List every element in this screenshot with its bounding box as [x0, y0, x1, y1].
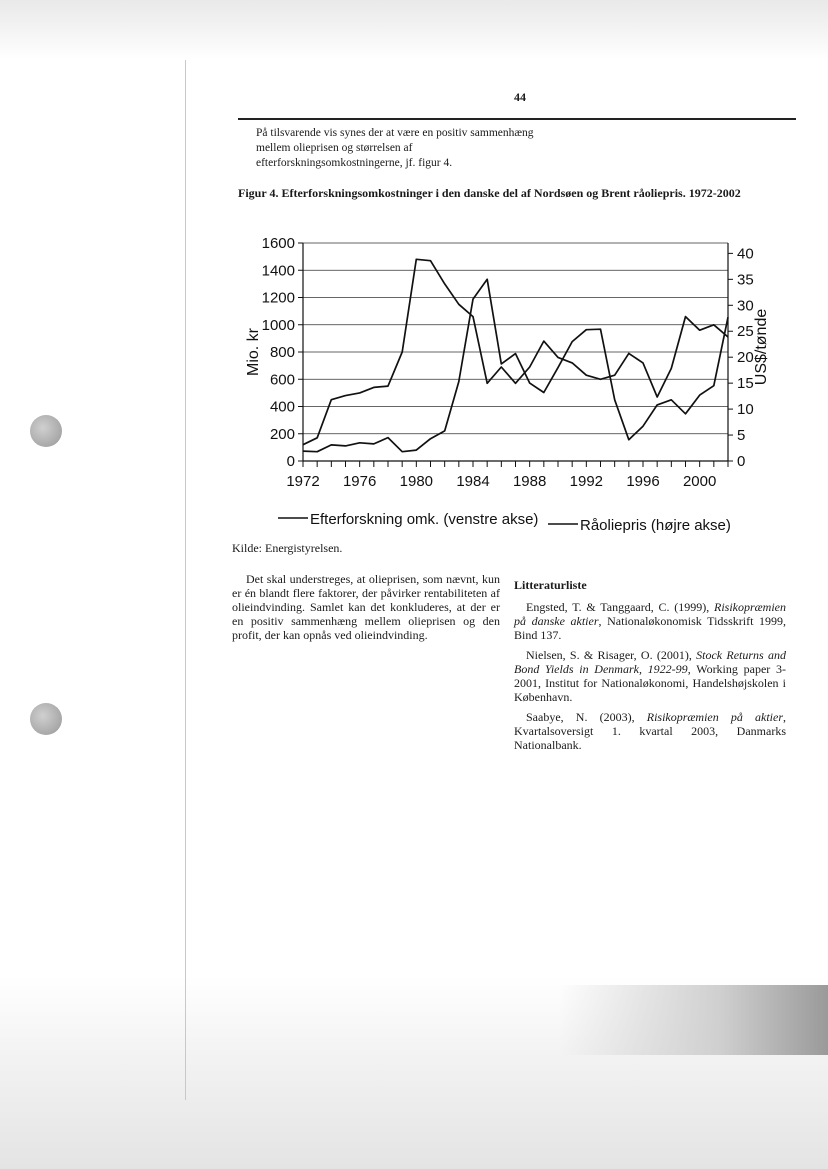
y2-tick-label: 30 [737, 297, 754, 315]
intro-paragraph: På tilsvarende vis synes der at være en positiv sammenhæng mellem olieprisen og størrelsen af efterforskningsomkostningerne, jf. figur 4. [256, 127, 534, 169]
entry-authors: Engsted, T. & Tanggaard, C. (1999), [526, 600, 714, 614]
entry-title: Risikopræmien på aktier [646, 710, 783, 724]
y2-tick-label: 40 [737, 245, 754, 263]
x-tick-label: 2000 [682, 473, 717, 490]
chart-lines [303, 259, 728, 451]
entry-authors: Nielsen, S. & Risager, O. (2001), [526, 648, 697, 662]
y-tick-label: 1200 [261, 289, 295, 307]
literature-entry [514, 710, 786, 752]
y-tick-label: 800 [269, 344, 295, 361]
entry-details: , Working paper 3-2001, Institut for Nationaløkonomi, Handelshøjskolen i København. [514, 662, 787, 704]
y-tick-label: 200 [269, 425, 295, 443]
punch-hole-bottom [30, 703, 62, 735]
scan-shadow-top [0, 0, 828, 60]
x-tick-label: 1992 [569, 473, 604, 490]
y2-axis-title: US$/tønde [753, 308, 770, 386]
y-axis-title: Mio. kr [245, 328, 262, 376]
legend-label-oil-price: Råoliepris (højre akse) [580, 517, 731, 534]
y2-tick-label: 10 [737, 401, 754, 419]
x-tick-label: 1976 [342, 473, 377, 490]
figure-source: Kilde: Energistyrelsen. [232, 541, 343, 555]
chart-legend [278, 511, 731, 534]
x-tick-label: 1980 [399, 473, 434, 490]
chart-grid [303, 243, 728, 434]
literature-heading: Litteraturliste [514, 578, 587, 592]
x-tick-label: 1996 [626, 473, 660, 490]
y-tick-label: 1000 [261, 316, 295, 334]
body-paragraph: Det skal understreges, at olieprisen, som nævnt, kun er én blandt flere faktorer, der påvirker rentabiliteten af olieindvinding. Samlet kan det konkluderes, at der er en positiv sammenhæng mellem olieprisen og den profit, der kan opnås ved olieindvinding. [232, 572, 500, 642]
entry-details: , Nationaløkonomisk Tidsskrift 1999, Bind 137. [514, 614, 786, 642]
y2-tick-label: 35 [737, 271, 754, 289]
y2-tick-label: 25 [737, 323, 754, 341]
literature-list [514, 578, 786, 758]
y2-tick-label: 15 [737, 375, 754, 393]
y-tick-label: 1600 [261, 235, 295, 252]
punch-hole-top [30, 415, 62, 447]
entry-title: Stock Returns and Bond Yields in Denmark, 1922-99 [514, 648, 786, 676]
entry-title: Risikopræmien på danske aktier [514, 600, 786, 628]
legend-label-exploration: Efterforskning omk. (venstre akse) [310, 511, 539, 528]
x-tick-label: 1988 [512, 473, 547, 490]
y2-tick-label: 0 [737, 453, 746, 470]
y2-tick-label: 20 [737, 349, 754, 367]
scan-shadow-corner [560, 985, 828, 1055]
page-edge-line [185, 60, 186, 1100]
body-text [232, 572, 500, 642]
literature-entry [514, 648, 786, 704]
chart [238, 225, 778, 545]
entry-details: , Kvartalsoversigt 1. kvartal 2003, Danmarks Nationalbank. [514, 710, 786, 752]
y-tick-label: 1400 [261, 262, 295, 280]
y-tick-label: 400 [269, 398, 295, 416]
page-number: 44 [514, 90, 526, 104]
chart-ticks [262, 235, 754, 490]
y-tick-label: 0 [286, 453, 295, 470]
series-line-oil-price [303, 279, 728, 451]
figure-title: Figur 4. Efterforskningsomkostninger i den danske del af Nordsøen og Brent råoliepris. 1972-2002 [238, 186, 741, 200]
y2-tick-label: 5 [737, 427, 746, 445]
entry-authors: Saabye, N. (2003), [526, 710, 647, 724]
x-tick-label: 1972 [286, 473, 320, 490]
header-rule [238, 118, 796, 120]
y-tick-label: 600 [269, 371, 295, 389]
x-tick-label: 1984 [456, 473, 490, 490]
literature-entry [514, 600, 786, 642]
